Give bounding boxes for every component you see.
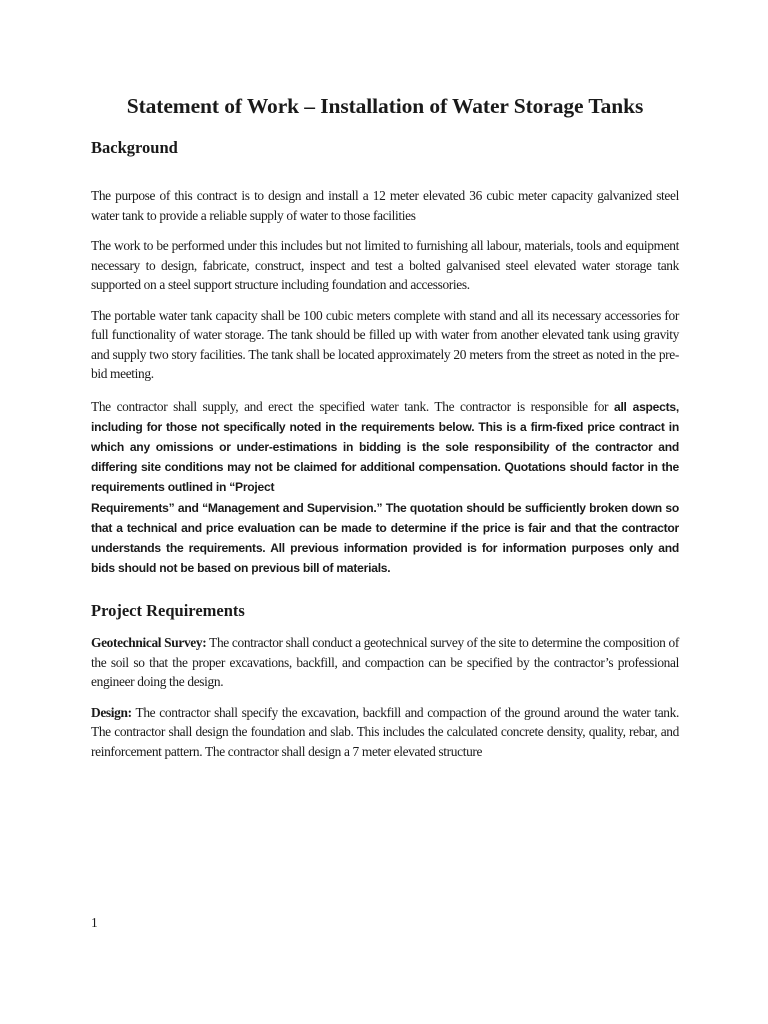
geotechnical-survey-paragraph [91, 633, 679, 692]
background-paragraph-2: The work to be performed under this includes but not limited to furnishing all labour, materials, tools and equipment necessary to design, fabricate, construct, inspect and test a bolted galvanised steel elevated water storage tank supported on a steel support structure including foundation and accessories. [91, 238, 679, 292]
document-page [91, 88, 679, 761]
paragraph-4-bold-text-b: Requirements” and “Management and Supervision.” The quotation should be sufficiently broken down so that a technical and price evaluation can be made to determine if the price is fair and that the contractor understands the requirements. All previous information provided is for information purposes only and bids should not be based on previous bill of materials. [91, 500, 679, 576]
paragraph-4-bold-text-a: all aspects, including for those not specifically noted in the requirements below. This is a firm-fixed price contract in which any omissions or under-estimations in bidding is the sole responsibility of the contractor and differing site conditions may not be claimed for additional compensation. Quotations should factor in the requirements outlined in “Project [91, 399, 679, 495]
project-requirements-heading: Project Requirements [91, 601, 245, 621]
background-heading: Background [91, 138, 178, 157]
background-paragraph-3: The portable water tank capacity shall be 100 cubic meters complete with stand and all its necessary accessories for full functionality of water storage. The tank should be filled up with water from another elevated tank using gravity and supply two story facilities. The tank shall be located approximately 20 meters from the street as noted in the pre-bid meeting. [91, 307, 679, 381]
geotechnical-survey-label: Geotechnical Survey: [91, 635, 207, 651]
geotechnical-survey-text: The contractor shall conduct a geotechnical survey of the site to determine the composition of the soil so that the proper excavations, backfill, and compaction can be specified by the contractor’s professional engineer doing the design. [91, 635, 679, 690]
design-label: Design: [91, 704, 132, 720]
design-text: The contractor shall specify the excavation, backfill and compaction of the ground around the water tank. The contractor shall design the foundation and slab. This includes the calculated concrete density, quality, rebar, and reinforcement pattern. The contractor shall design a 7 meter elevated structure [91, 704, 679, 759]
background-paragraph-4 [91, 397, 679, 579]
project-requirements-section [91, 599, 679, 761]
document-title: Statement of Work – Installation of Water Storage Tanks [126, 94, 644, 118]
page-number: 1 [91, 915, 98, 930]
design-paragraph [91, 703, 679, 762]
background-paragraph-1: The purpose of this contract is to design and install a 12 meter elevated 36 cubic meter capacity galvanized steel water tank to provide a reliable supply of water to those facilities [91, 188, 679, 223]
paragraph-4-intro: The contractor shall supply, and erect the specified water tank. The contractor is responsible for [91, 398, 614, 414]
